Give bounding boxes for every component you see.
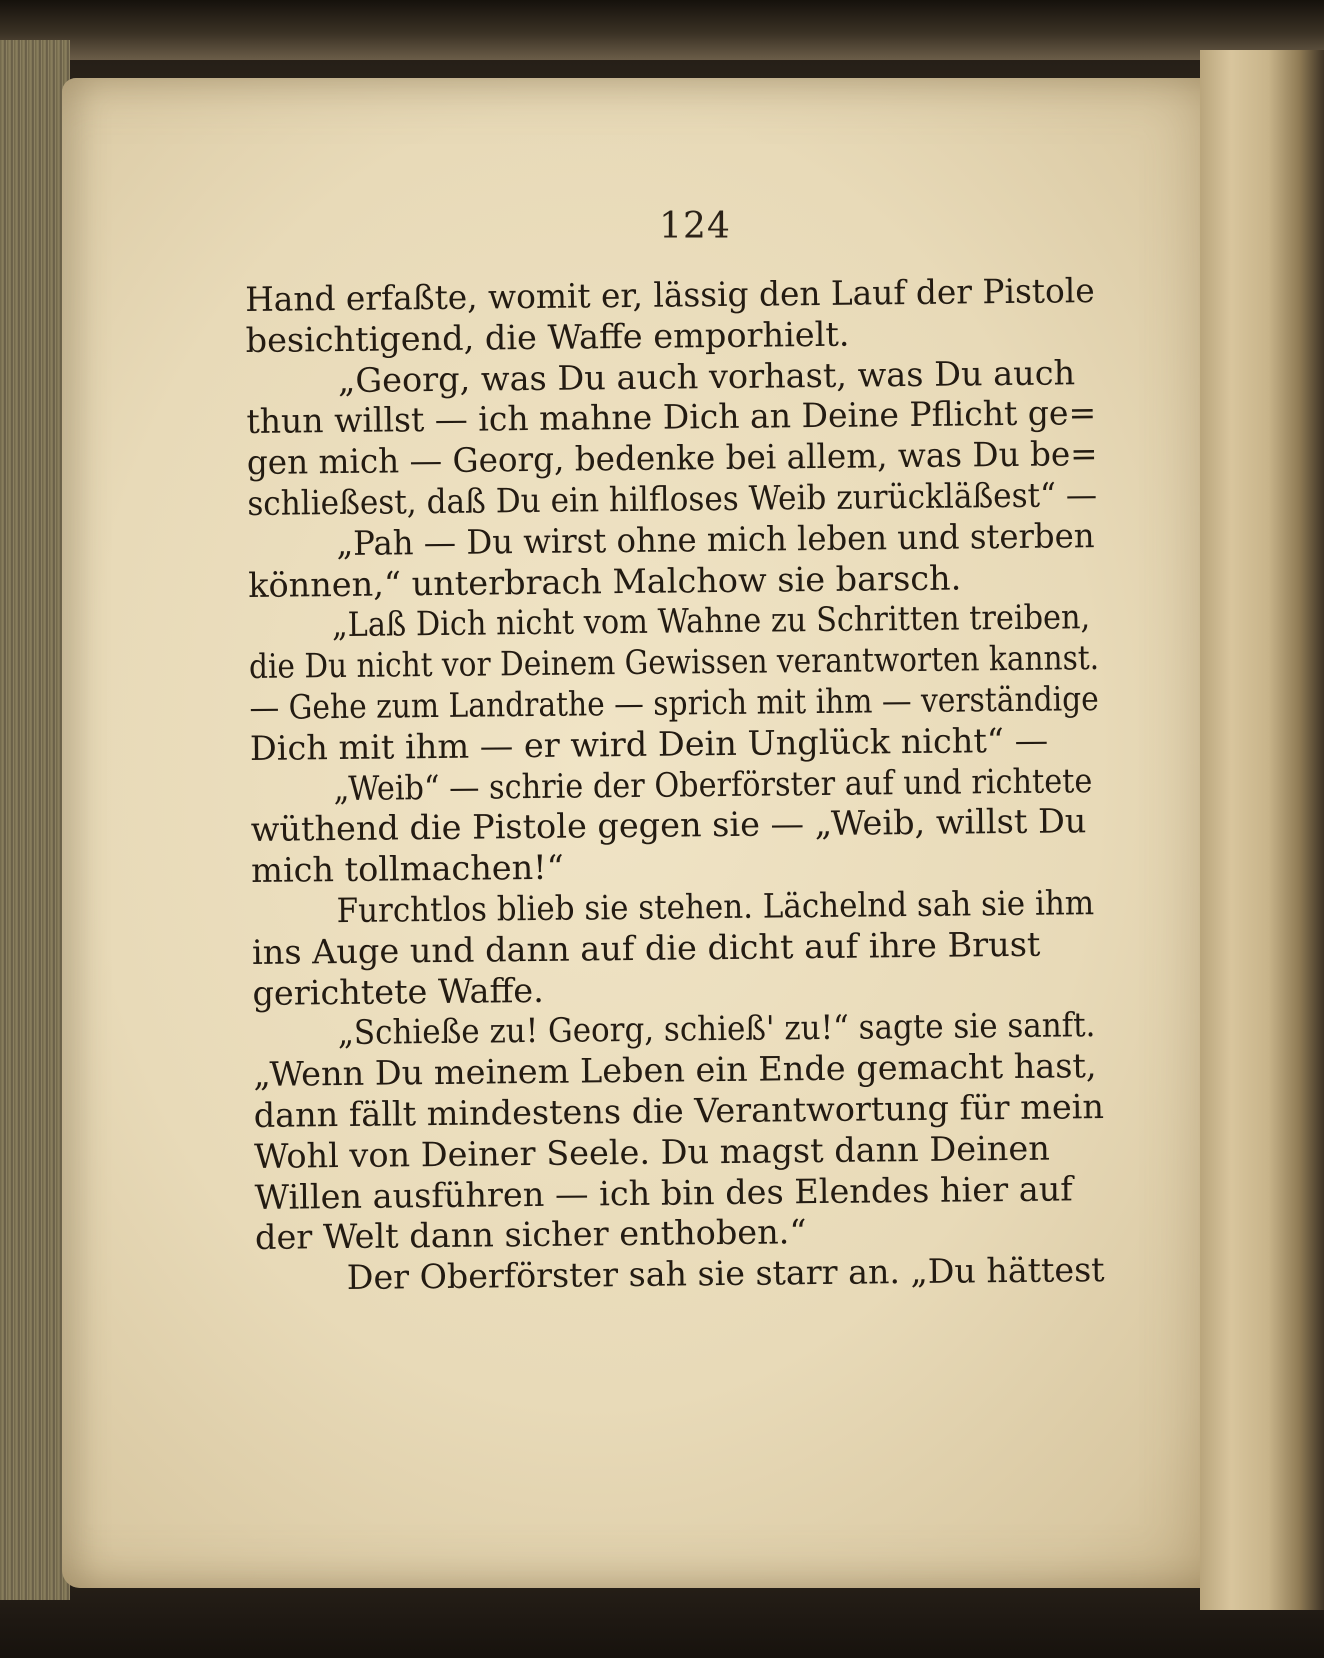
body-text xyxy=(245,271,1106,1300)
text-line: gen mich — Georg, bedenke bei allem, was Du be= xyxy=(246,434,1098,483)
text-line: gerichtete Waffe. xyxy=(252,970,544,1013)
book-binding-top xyxy=(0,0,1324,60)
text-line: dann fällt mindestens die Verantwortung für mein xyxy=(253,1086,1105,1135)
text-line: besichtigend, die Waffe emporhielt. xyxy=(245,314,850,360)
text-line: „Schieße zu! Georg, schieß' zu!“ sagte sie sanft. xyxy=(337,1005,1096,1053)
text-line: der Welt dann sicher enthoben.“ xyxy=(254,1212,807,1258)
text-line: „Weib“ — schrie der Oberförster auf und richtete xyxy=(333,760,1093,808)
text-line: können,“ unterbrach Malchow sie barsch. xyxy=(247,558,962,605)
text-line: „Georg, was Du auch vorhast, was Du auch xyxy=(337,352,1076,400)
text-line: Wohl von Deiner Seele. Du magst dann Deinen xyxy=(253,1128,1050,1176)
text-line: Dich mit ihm — er wird Dein Unglück nicht“ — xyxy=(249,720,1049,768)
text-line: die Du nicht vor Deinem Gewissen verantworten kannst. xyxy=(248,638,1100,687)
text-line: wüthend die Pistole gegen sie — „Weib, willst Du xyxy=(250,801,1087,850)
text-line: Der Oberförster sah sie starr an. „Du hättest xyxy=(346,1250,1105,1298)
text-line: „Laß Dich nicht vom Wahne zu Schritten treiben, xyxy=(331,597,1091,645)
text-line: mich tollmachen!“ xyxy=(250,847,564,891)
text-line: Hand erfaßte, womit er, lässig den Lauf der Pistole xyxy=(245,271,1095,319)
text-line: „Wenn Du meinem Leben ein Ende gemacht hast, xyxy=(253,1046,1097,1095)
text-line: schließest, daß Du ein hilfloses Weib zurückläßest“ — xyxy=(247,475,1098,523)
text-line: — Gehe zum Landrathe — sprich mit ihm — verständige xyxy=(249,679,1099,727)
text-line: „Pah — Du wirst ohne mich leben und sterben xyxy=(336,515,1095,563)
page-number: 124 xyxy=(659,206,731,247)
text-line: Furchtlos blieb sie stehen. Lächelnd sah sie ihm xyxy=(336,883,1095,931)
text-line: thun willst — ich mahne Dich an Deine Pflicht ge= xyxy=(246,393,1097,442)
text-line: ins Auge und dann auf die dicht auf ihre Brust xyxy=(251,924,1041,972)
text-line: Willen ausführen — ich bin des Elendes hier auf xyxy=(254,1168,1073,1217)
facing-page-edge xyxy=(1200,50,1324,1610)
page-edges xyxy=(0,40,70,1600)
